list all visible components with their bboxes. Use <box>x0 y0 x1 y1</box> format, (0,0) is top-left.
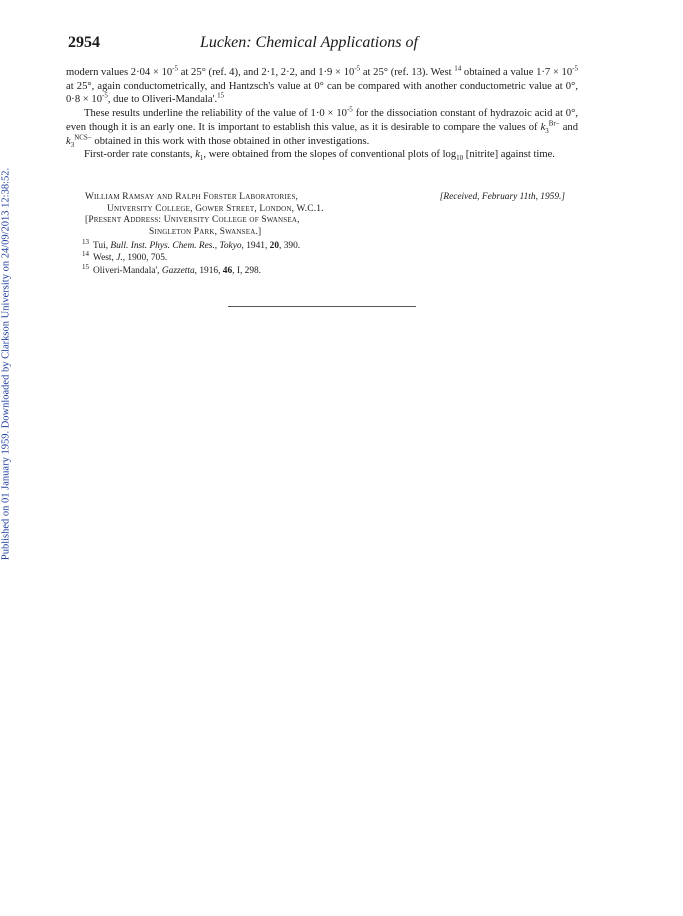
superscript: Br− <box>548 119 560 128</box>
text-run: at 25° (ref. 13). West <box>360 67 455 78</box>
text-run: at 25° (ref. 4), and 2·1, 2·2, and 1·9 × 10 <box>178 67 355 78</box>
page-number: 2954 <box>68 34 100 51</box>
subscript: 3 <box>70 140 75 149</box>
reference-number: 15 <box>82 262 89 271</box>
text-run: for the dissociation constant of hydrazoic acid at 0°, even though it is an early one. It is important to establish this value, as it is desirable to compare the values of <box>66 108 578 133</box>
received-date: [Received, February 11th, 1959.] <box>439 192 565 202</box>
subscript: 3 <box>545 126 549 135</box>
text-run: , 1941, <box>241 241 270 251</box>
reference-item <box>82 237 522 252</box>
text-run: obtained a value 1·7 × 10 <box>461 67 573 78</box>
paragraph-1 <box>66 66 578 107</box>
text-run: These results underline the reliability of the value of 1·0 × 10 <box>84 108 347 120</box>
download-watermark-text: Published on 01 January 1959. Downloaded by Clarkson University on 24/09/2013 12:38:52. <box>0 167 12 561</box>
rate-symbol: k <box>66 135 71 147</box>
journal-name: J. <box>116 253 123 264</box>
rate-symbol: k <box>195 149 200 161</box>
text-run: Oliveri-Mandala', <box>93 265 162 276</box>
reference-number: 14 <box>82 250 89 259</box>
text-run: , 390. <box>279 241 301 251</box>
article-body <box>66 66 578 162</box>
text-run: First-order rate constants, <box>84 149 196 161</box>
exponent: -5 <box>346 105 353 114</box>
subscript: 1 <box>199 154 204 163</box>
page-header <box>68 34 588 58</box>
text-run: , were obtained from the slopes of conventional plots of log <box>203 149 457 161</box>
affiliation-line: [Present Address: University College of Swansea, <box>85 215 300 226</box>
download-watermark <box>0 164 12 564</box>
exponent: -5 <box>172 64 179 73</box>
exponent: -5 <box>354 64 361 73</box>
affiliation-line: William Ramsay and Ralph Forster Laboratories, <box>85 192 299 202</box>
reference-item <box>82 252 522 264</box>
text-run: at 25°, again conductometrically, and Hantzsch's value at 0° can be compared with another conductometric value at 0°, 0·8 × 10 <box>66 80 578 106</box>
author-affiliation <box>85 192 565 238</box>
journal-name: Bull. Inst. Phys. Chem. Res., Tokyo <box>110 241 242 251</box>
text-run: obtained in this work with those obtained in other investigations. <box>91 135 370 147</box>
text-run: [nitrite] against time. <box>463 149 555 161</box>
journal-name: Gazzetta <box>161 265 195 276</box>
text-run: , 1916, <box>194 265 223 276</box>
running-title: Lucken: Chemical Applications of <box>200 34 418 51</box>
exponent: -5 <box>102 91 108 100</box>
affiliation-line: Singleton Park, Swansea.] <box>149 226 262 237</box>
reference-number: 13 <box>82 237 89 246</box>
reference-item <box>82 262 522 277</box>
paragraph-2 <box>66 107 578 148</box>
rate-symbol: k <box>540 121 546 133</box>
exponent: -5 <box>572 64 578 73</box>
paragraph-3 <box>66 148 578 162</box>
text-run: and <box>559 121 578 133</box>
reference-list <box>82 237 522 277</box>
volume: 46 <box>222 265 233 276</box>
text-run: modern values 2·04 × 10 <box>66 67 173 78</box>
subscript: 10 <box>456 154 464 163</box>
section-divider <box>228 306 416 307</box>
text-run: , due to Oliveri-Mandala'. <box>107 94 218 106</box>
text-run: , I, 298. <box>232 265 262 276</box>
text-run: Tui, <box>93 241 111 251</box>
affiliation-line: University College, Gower Street, London, W.C.1. <box>107 203 324 214</box>
text-run: West, <box>93 253 117 264</box>
text-run: , 1900, 705. <box>122 253 168 264</box>
volume: 20 <box>269 241 280 251</box>
superscript: NCS− <box>74 132 92 141</box>
reference-marker: 15 <box>217 91 225 100</box>
reference-marker: 14 <box>454 64 462 73</box>
